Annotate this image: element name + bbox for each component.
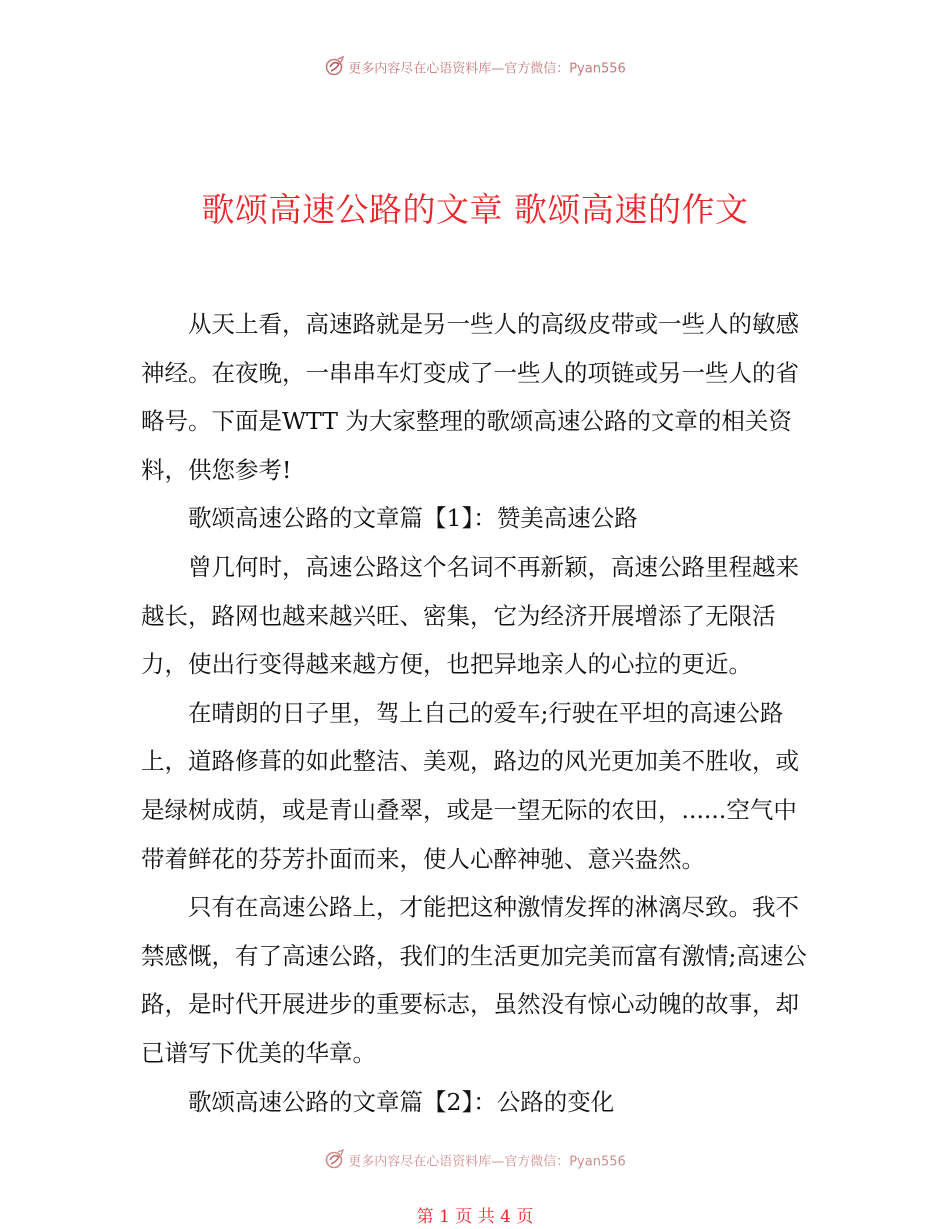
paragraph: 只有在高速公路上，才能把这种激情发挥的淋漓尽致。我不禁感慨，有了高速公路，我们的生活更加完美而富有激情;高速公路，是时代开展进步的重要标志，虽然没有惊心动魄的故事，却已谱写下优美的华章。 [141, 893, 807, 1067]
page-number: 第 1 页 共 4 页 [416, 1207, 534, 1227]
paragraph: 曾几何时，高速公路这个名词不再新颖，高速公路里程越来越长，路网也越来越兴旺、密集，它为经济开展增添了无限活力，使出行变得越来越方便，也把异地亲人的心拉的更近。 [141, 552, 799, 679]
document-body [141, 300, 811, 1126]
document-title: 歌颂高速公路的文章 歌颂高速的作文 [201, 190, 749, 229]
paragraph: 在晴朗的日子里，驾上自己的爱车;行驶在平坦的高速公路上，道路修葺的如此整洁、美观，路边的风光更加美不胜收，或是绿树成荫，或是青山叠翠，或是一望无际的农田，......空气中带着鲜花的芬芳扑面而来，使人心醉神驰、意兴盎然。 [141, 698, 799, 873]
header-watermark [0, 56, 950, 83]
watermark-contact: 官方微信：Pyan556 [504, 1154, 626, 1170]
watermark-logo-icon [324, 56, 346, 83]
section-heading-1: 歌颂高速公路的文章篇【1】：赞美高速公路 [188, 504, 638, 533]
watermark-logo-icon [324, 1149, 346, 1176]
paragraph-intro: 从天上看，高速路就是另一些人的高级皮带或一些人的敏感神经。在夜晚，一串串车灯变成了一些人的项链或另一些人的省略号。下面是WTT 为大家整理的歌颂高速公路的文章的相关资料，供您参考! [141, 310, 799, 484]
watermark-contact: 官方微信：Pyan556 [504, 61, 626, 77]
section-heading-2: 歌颂高速公路的文章篇【2】：公路的变化 [188, 1087, 615, 1116]
watermark-text: 更多内容尽在心语资料库— [348, 61, 505, 77]
watermark-text: 更多内容尽在心语资料库— [348, 1154, 505, 1170]
footer-watermark [0, 1149, 950, 1176]
